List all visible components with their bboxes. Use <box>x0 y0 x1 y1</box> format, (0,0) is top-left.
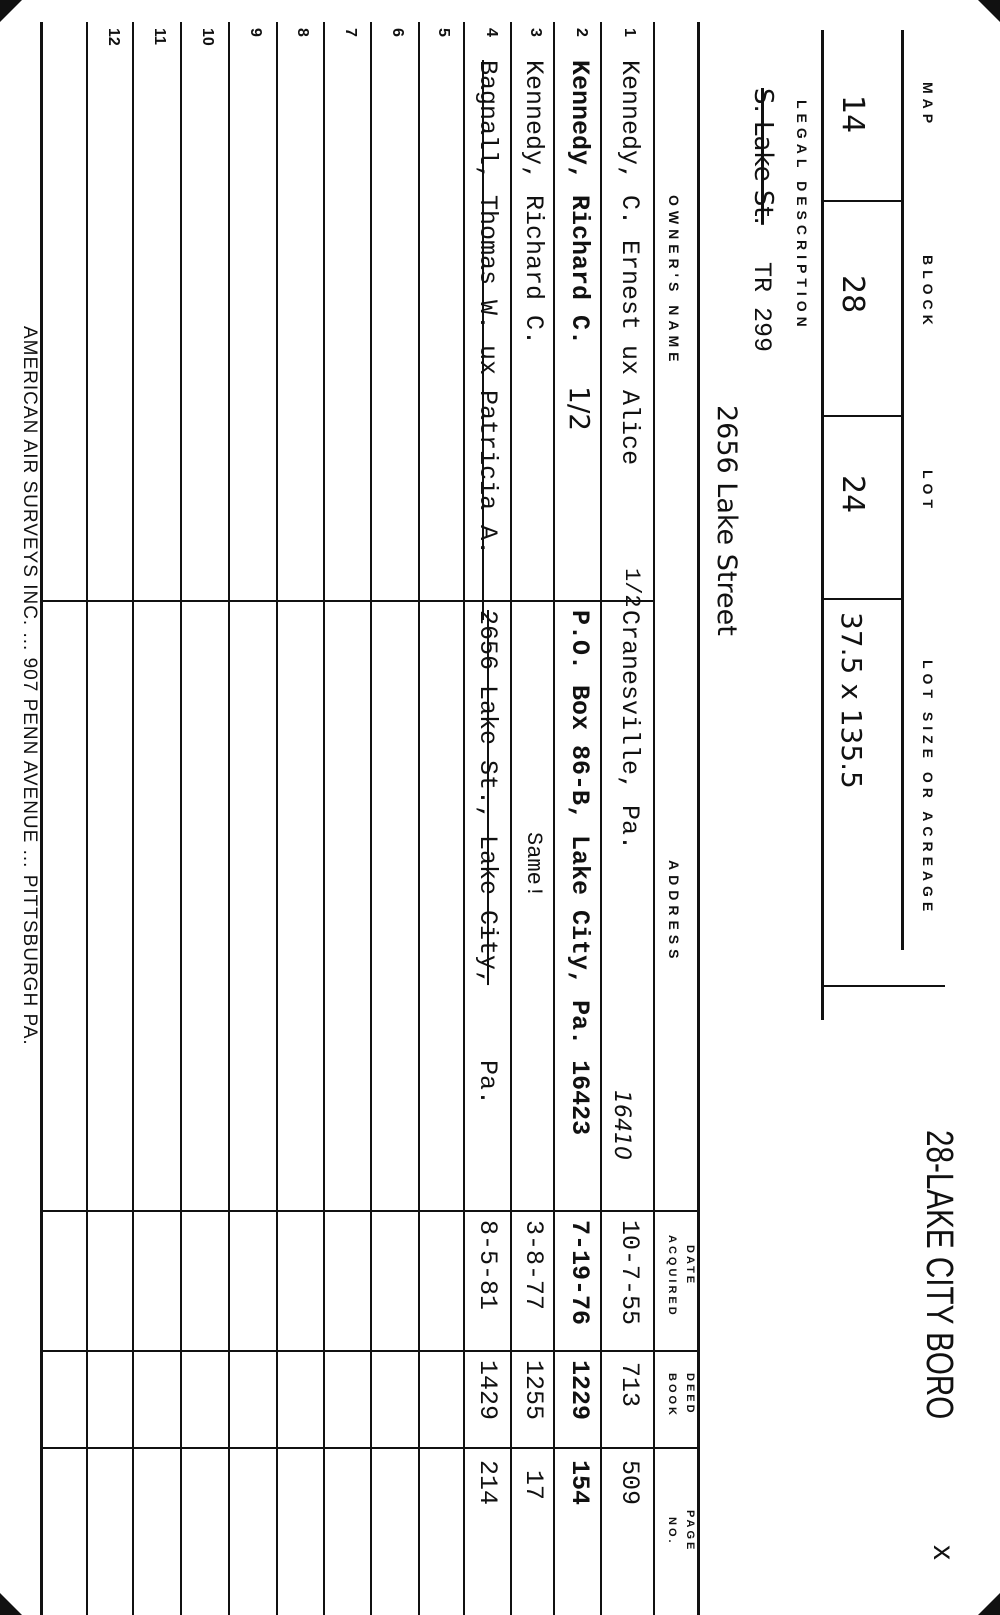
row-rule-1 <box>653 22 655 1615</box>
row-number: 4 <box>483 28 500 37</box>
page-number: 154 <box>565 1460 594 1506</box>
header-rule-top <box>901 30 904 950</box>
footer-imprint: AMERICAN AIR SURVEYS INC. ... 907 PENN AVENUE ... PITTSBURGH PA. <box>19 326 40 1046</box>
page-number: 17 <box>519 1470 548 1501</box>
deed-book: 1429 <box>473 1360 502 1421</box>
district-title: 28-LAKE CITY BORO <box>918 1130 960 1420</box>
row-number: 3 <box>527 28 544 37</box>
date-acquired: 10-7-55 <box>615 1220 644 1326</box>
corner-mark-bottom-right <box>0 1593 22 1615</box>
book-header-l1: DEED <box>684 1373 696 1416</box>
row-rule-5 <box>463 22 465 1615</box>
divider-owner-address <box>43 600 655 602</box>
lot-size-value: 37.5 x 135.5 <box>835 612 868 789</box>
date-acquired: 8-5-81 <box>473 1220 502 1311</box>
owner-name: Kennedy, C. Ernest ux Alice <box>615 60 644 466</box>
row-rule-11 <box>180 22 182 1615</box>
row-number: 2 <box>573 28 590 37</box>
page-header-l1: PAGE <box>684 1510 696 1553</box>
owner-address: Cranesville, Pa. <box>615 610 644 851</box>
row-rule-12 <box>132 22 134 1615</box>
page-header-l2: NO. <box>666 1517 678 1546</box>
row-rule-13 <box>86 22 88 1615</box>
row-rule-3 <box>553 22 555 1615</box>
header-divider-1 <box>824 200 904 202</box>
owner-address: Same! <box>521 832 546 899</box>
legal-address: 2656 Lake Street <box>711 405 742 636</box>
page-number: 214 <box>473 1460 502 1506</box>
owner-name-header: OWNER'S NAME <box>666 195 682 367</box>
page-number: 509 <box>615 1460 644 1506</box>
row-rule-8 <box>323 22 325 1615</box>
header-rule-bottom <box>821 30 824 1020</box>
row-rule-14 <box>40 22 43 1615</box>
ownership-fraction: 1/2 <box>563 386 596 432</box>
legal-description-label: LEGAL DESCRIPTION <box>794 100 810 332</box>
row-number: 7 <box>342 28 359 37</box>
ownership-fraction: 1/2 <box>619 568 644 608</box>
row-number: 10 <box>199 28 216 46</box>
deed-book: 713 <box>615 1362 644 1408</box>
date-acquired: 7-19-76 <box>565 1220 594 1326</box>
corner-mark-top-right <box>978 1593 1000 1615</box>
row-number: 12 <box>105 28 122 46</box>
owner-address: P.O. Box 86-B, Lake City, Pa. 16423 <box>565 610 594 1136</box>
corner-check-mark: x <box>927 1545 960 1560</box>
header-end-divider <box>824 985 945 987</box>
date-acquired: 3-8-77 <box>519 1220 548 1311</box>
deed-book: 1255 <box>519 1360 548 1421</box>
owner-address: 2656 Lake St., Lake City, <box>473 610 502 986</box>
row-number: 9 <box>247 28 264 37</box>
block-label: BLOCK <box>920 255 936 330</box>
row-number: 6 <box>389 28 406 37</box>
deed-book: 1229 <box>565 1360 594 1421</box>
strike-through-line <box>482 60 484 620</box>
row-rule-10 <box>228 22 230 1615</box>
header-divider-3 <box>824 598 904 600</box>
book-header-l2: BOOK <box>666 1373 678 1418</box>
zip-code-note: 16410 <box>609 1090 634 1160</box>
map-label: MAP <box>920 82 936 129</box>
lot-label: LOT <box>920 470 936 513</box>
owner-name: Kennedy, Richard C. <box>565 60 594 346</box>
address-header: ADDRESS <box>666 860 682 964</box>
corner-mark-top-left <box>978 0 1000 22</box>
corner-mark-bottom-left <box>0 0 22 22</box>
row-rule-9 <box>276 22 278 1615</box>
header-divider-2 <box>824 415 904 417</box>
legal-struck-text: S. Lake St. <box>748 88 778 225</box>
row-number: 1 <box>621 28 638 37</box>
lot-size-label: LOT SIZE OR ACREAGE <box>920 660 936 917</box>
legal-tract: TR 299 <box>747 262 776 353</box>
map-value: 14 <box>835 95 870 134</box>
owner-name: Bagnall, Thomas W. ux Patricia A. <box>473 60 502 556</box>
date-header-l2: ACQUIRED <box>666 1235 678 1318</box>
row-rule-6 <box>418 22 420 1615</box>
row-rule-4 <box>510 22 512 1615</box>
row-number: 8 <box>294 28 311 37</box>
row-rule-0 <box>697 22 700 1615</box>
date-header-l1: DATE <box>684 1245 696 1287</box>
row-number: 11 <box>151 28 168 45</box>
row-rule-2 <box>600 22 602 1615</box>
owner-address-tail: Pa. <box>473 1060 502 1106</box>
row-rule-7 <box>370 22 372 1615</box>
lot-value: 24 <box>835 475 870 514</box>
row-number: 5 <box>435 28 452 37</box>
owner-name: Kennedy, Richard C. <box>519 60 548 346</box>
block-value: 28 <box>835 275 870 314</box>
